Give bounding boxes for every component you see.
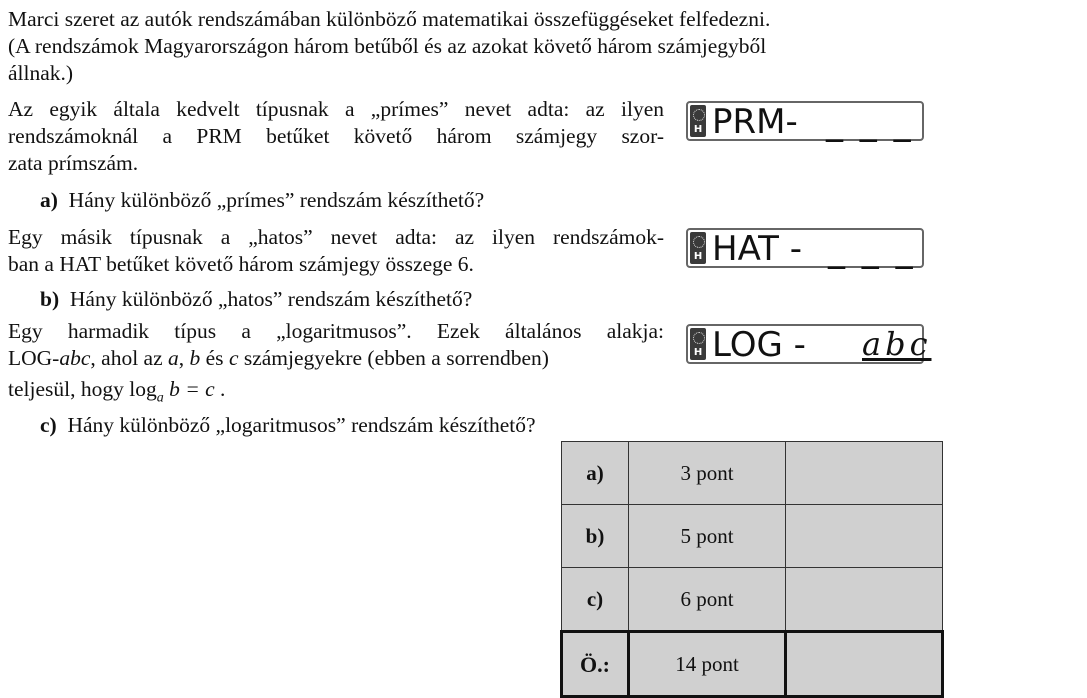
plate-hat [686,228,924,268]
score-row-a [562,442,943,505]
plate-letters: LOG - [712,325,806,365]
intro-line-3: állnak.) [8,61,74,85]
part-c-line-3-lead: teljesül, hogy [8,377,130,401]
eu-band [690,232,706,264]
score-label: a) [562,442,629,505]
plate-prm [686,101,924,141]
question-c [40,413,536,438]
question-b [40,287,472,312]
score-label: c) [562,568,629,632]
formula-rest: b = c [163,377,215,401]
part-c-line-2-lead: LOG- [8,346,60,370]
question-c-text: Hány különböző „logaritmusos” rendszám készíthető? [67,413,536,437]
plate-letters: HAT - [712,229,803,269]
plate-abc: abc [862,325,932,363]
formula-end: . [214,377,226,401]
part-b-line-1: Egy másik típusnak a „hatos” nevet adta: az ilyen rendszámok- [8,225,664,249]
part-c-line-1: Egy harmadik típus a „logaritmusos”. Ezek általános alakja: [8,319,664,343]
formula-log: log [129,377,157,401]
score-row-c [562,568,943,632]
score-row-b [562,505,943,568]
question-b-text: Hány különböző „hatos” rendszám készíthető? [69,287,473,311]
part-c-line-2-mid: , ahol az [90,346,169,370]
score-earned-field[interactable] [786,632,943,697]
score-row-total [562,632,943,697]
question-b-label: b) [40,287,60,311]
score-points: 3 pont [629,442,786,505]
score-points: 14 pont [629,632,786,697]
part-a-line-1: Az egyik általa kedvelt típusnak a „prímes” nevet adta: az ilyen [8,97,664,121]
part-c-abc: abc [59,346,91,370]
question-a [40,188,484,213]
eu-stars-icon [693,236,705,248]
score-earned-field[interactable] [786,568,943,632]
eu-band [690,105,706,137]
score-earned-field[interactable] [786,442,943,505]
eu-band [690,328,706,360]
var-c: c [228,346,239,370]
score-table [560,441,944,698]
plate-slots: _ _ _ [826,103,914,143]
part-c-line-2 [8,346,549,371]
comma: , [178,346,190,370]
question-a-label: a) [40,188,58,212]
part-a-line-2: rendszámoknál a PRM betűket követő három számjegy szor- [8,124,664,148]
var-b: b [189,346,201,370]
country-code: H [693,124,703,135]
score-earned-field[interactable] [786,505,943,568]
part-c-line-2-rest: számjegyekre (ebben a sorrendben) [238,346,549,370]
score-points: 5 pont [629,505,786,568]
plate-letters: PRM- [712,102,798,142]
eu-stars-icon [693,109,705,121]
part-a-line-3: zata prímszám. [8,151,139,175]
eu-stars-icon [693,332,705,344]
plate-slots: _ _ _ [828,230,916,270]
and-word: és [200,346,229,370]
score-points: 6 pont [629,568,786,632]
part-b-line-2: ban a HAT betűket követő három számjegy összege 6. [8,252,474,276]
question-c-label: c) [40,413,57,437]
plate-log [686,324,932,365]
formula-base: a [156,390,164,406]
score-label: Ö.: [562,632,629,697]
var-a: a [168,346,179,370]
intro-line-2: (A rendszámok Magyarországon három betűből és az azokat követő három számjegyből [8,34,767,58]
question-a-text: Hány különböző „prímes” rendszám készíthető? [68,188,485,212]
part-c-line-3 [8,377,225,410]
intro-line-1: Marci szeret az autók rendszámában különböző matematikai összefüggéseket felfedezni. [8,7,771,31]
score-label: b) [562,505,629,568]
country-code: H [693,347,703,358]
country-code: H [693,251,703,262]
